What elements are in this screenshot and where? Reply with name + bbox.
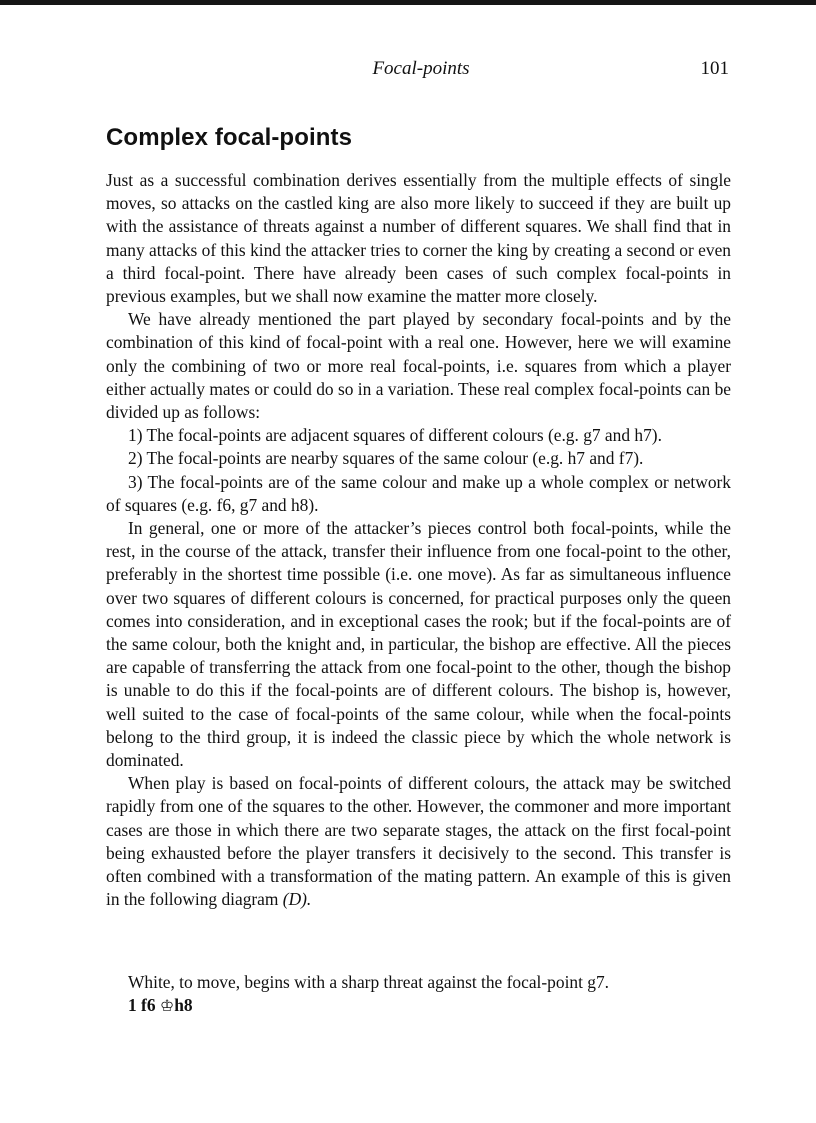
move-line xyxy=(128,994,193,1017)
diagram-reference: (D). xyxy=(282,889,312,910)
paragraph-general: In general, one or more of the attacker’s pieces control both focal-points, while the rest, in the course of the attack, transfer their influence from one focal-point to the other, preferably in the shortest time possible (i.e. one move). As far as simultaneous influence over two squares of different colours is concerned, for practical purposes only the queen comes into consideration, and in exceptional cases the rook; but if the focal-points are of the same colour, both the knight and, in particular, the bishop are effective. All the pieces are capable of transferring the attack from one focal-point to the other, though the bishop is unable to do this if the focal-points are of different colours. The bishop is, however, well suited to the case of focal-points of the same colour, while when the focal-points belong to the third group, it is indeed the classic piece by which the whole network is dominated. xyxy=(106,518,731,771)
list-item-2: 2) The focal-points are nearby squares of the same colour (e.g. h7 and f7). xyxy=(128,448,644,469)
paragraph-different-colours xyxy=(106,772,731,911)
paragraph-different-colours-text: When play is based on focal-points of different colours, the attack may be switched rapidly from one of the squares to the other. However, the commoner and more important cases are those in which there are two separate stages, the attack on the first focal-point being exhausted before the player transfers it decisively to the second. This transfer is often combined with a transformation of the mating pattern. An example of this is given in the following diagram xyxy=(106,773,731,910)
running-header xyxy=(0,58,816,82)
move-prefix: 1 f6 xyxy=(128,995,160,1015)
move-square: h8 xyxy=(174,995,193,1015)
section-title: Complex focal-points xyxy=(106,124,353,151)
page-number: 101 xyxy=(700,58,729,79)
king-icon: ♔ xyxy=(159,996,175,1015)
paragraph-intro: Just as a successful combination derives essentially from the multiple effects of single moves, so attacks on the castled king are also more likely to succeed if they are built up with the assistance of threats against a number of different squares. We shall find that in many attacks of this kind the attacker tries to corner the king by creating a second or even a third focal-point. There have already been cases of such complex focal-points in previous examples, but we shall now examine the matter more closely. xyxy=(106,170,731,307)
paragraph-secondary-focal-points: We have already mentioned the part played by secondary focal-points and by the combination of this kind of focal-point with a real one. However, here we will examine only the combining of two or more real focal-points, i.e. squares from which a player either actually mates or could do so in a variation. These real complex focal-points can be divided up as follows: xyxy=(106,309,731,423)
body-text xyxy=(106,169,731,912)
list-item-3: 3) The focal-points are of the same colour and make up a whole complex or network of squares (e.g. f6, g7 and h8). xyxy=(106,471,731,515)
diagram-caption: White, to move, begins with a sharp threat against the focal-point g7. xyxy=(128,972,610,992)
top-edge-rule xyxy=(0,0,816,5)
list-item-1: 1) The focal-points are adjacent squares of different colours (e.g. g7 and h7). xyxy=(128,425,662,446)
running-title: Focal-points xyxy=(372,58,470,79)
